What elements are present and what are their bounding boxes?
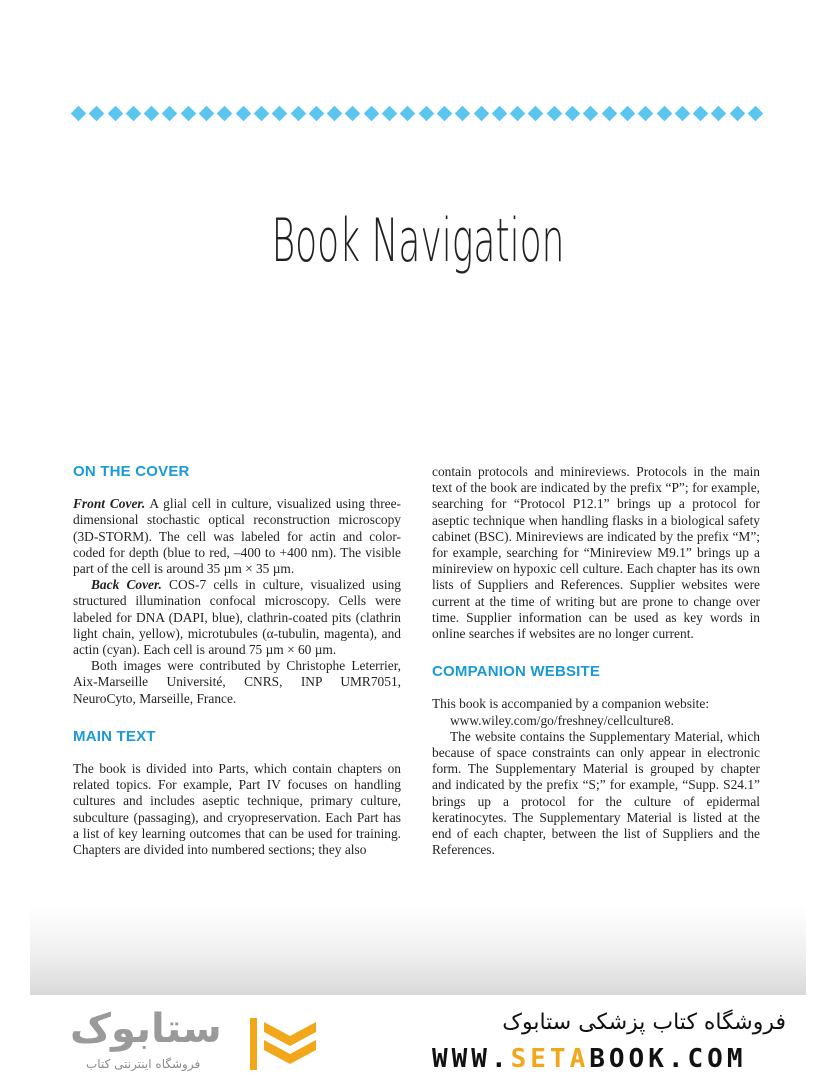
- diamond-ornament: [528, 106, 544, 122]
- diamond-ornament: [455, 106, 471, 122]
- companion-intro: This book is accompanied by a companion website:: [432, 696, 710, 712]
- front-cover-label: Front Cover.: [73, 496, 146, 512]
- diamond-ornament: [473, 106, 489, 122]
- main-text-paragraph: The book is divided into Parts, which contain chapters on related topics. For example, Part IV focuses on handling cultures and includes aseptic technique, primary culture, subculture (passaging), and cryopreservation. Each Part has a list of key learning outcomes that can be used for training. Chapters are divided into numbered sections; they also: [73, 761, 401, 858]
- url-accent: SETA: [510, 1044, 590, 1074]
- diamond-ornament: [162, 106, 178, 122]
- diamond-ornament: [107, 106, 123, 122]
- url-prefix: WWW.: [432, 1044, 511, 1074]
- url-suffix: BOOK.COM: [589, 1044, 747, 1074]
- diamond-ornament: [565, 106, 581, 122]
- chevron-logo-icon: [248, 1014, 326, 1074]
- diamond-ornament: [235, 106, 251, 122]
- diamond-ornament: [181, 106, 197, 122]
- back-cover-text: COS-7 cells in culture, visualized using structured illumination confocal microscopy. Cells were labeled for DNA (DAPI, blue), clathrin-coated pits (clathrin light chain, yellow), microtubules (α-tubulin, magenta), and actin (cyan). Each cell is around 75 µm × 60 µm.: [73, 577, 402, 658]
- diamond-ornament: [437, 106, 453, 122]
- store-name: فروشگاه کتاب پزشکی ستابوک: [502, 1010, 786, 1035]
- diamond-ornament: [126, 106, 142, 122]
- footer-shadow: [30, 905, 806, 995]
- diamond-ornament: [363, 106, 379, 122]
- diamond-ornament: [729, 106, 745, 122]
- diamond-ornament: [418, 106, 434, 122]
- diamond-ornament: [272, 106, 288, 122]
- diamond-ornament: [638, 106, 654, 122]
- diamond-ornament: [492, 106, 508, 122]
- diamond-ornament: [510, 106, 526, 122]
- diamond-ornament: [675, 106, 691, 122]
- diamond-ornament: [290, 106, 306, 122]
- section-gap: [73, 707, 401, 729]
- front-cover-paragraph: [73, 496, 401, 577]
- diamond-ornament: [601, 106, 617, 122]
- left-column: [73, 464, 401, 858]
- setabook-logo: ستابوک: [70, 1006, 222, 1052]
- diamond-ornament: [254, 106, 270, 122]
- diamond-ornament: [546, 106, 562, 122]
- main-text-continued: contain protocols and minireviews. Protocols in the main text of the book are indicated by the prefix “P”; for example, searching for “Protocol P12.1” brings up a protocol for aseptic technique when handling flasks in a biological safety cabinet (BSC). Minireviews are indicated by the prefix “M”; for example, searching for “Minireview M9.1” brings up a minireview on hypoxic cell culture. Each chapter has its own lists of Suppliers and References. Supplier websites were current at the time of writing but are prone to change over time. Supplier information can be used as key words in online searches if websites are no longer current.: [432, 464, 760, 642]
- diamond-ornament: [748, 106, 764, 122]
- diamond-ornament: [693, 106, 709, 122]
- diamond-ornament: [327, 106, 343, 122]
- diamond-ornament: [217, 106, 233, 122]
- diamond-ornament: [309, 106, 325, 122]
- back-cover-label: Back Cover.: [91, 577, 162, 593]
- diamond-ornament: [620, 106, 636, 122]
- back-cover-paragraph: [73, 577, 401, 658]
- diamond-ornament: [199, 106, 215, 122]
- page-title: Book Navigation: [271, 206, 565, 276]
- section-gap: [432, 642, 760, 664]
- credit-paragraph: Both images were contributed by Christophe Leterrier, Aix-Marseille Université, CNRS, INP UMR7051, NeuroCyto, Marseille, France.: [73, 658, 401, 706]
- diamond-ornament: [400, 106, 416, 122]
- diamond-ornament: [89, 106, 105, 122]
- companion-url[interactable]: www.wiley.com/go/freshney/cellculture8.: [450, 712, 674, 728]
- right-column: [432, 464, 760, 858]
- diamond-ornament: [382, 106, 398, 122]
- diamond-border: [73, 106, 761, 122]
- diamond-ornament: [345, 106, 361, 122]
- companion-paragraph: The website contains the Supplementary Material, which because of space constraints can only appear in electronic form. The Supplementary Material is grouped by chapter and indicated by the prefix “S;” for example, “Supp. S24.1” brings up a protocol for the culture of epidermal keratinocytes. The Supplementary Material is listed at the end of each chapter, between the list of Suppliers and the References.: [432, 728, 760, 858]
- diamond-ornament: [583, 106, 599, 122]
- diamond-ornament: [711, 106, 727, 122]
- site-url[interactable]: [432, 1044, 746, 1074]
- cover-heading: ON THE COVER: [73, 463, 190, 480]
- companion-heading: COMPANION WEBSITE: [432, 663, 601, 681]
- logo-tagline: فروشگاه اینترنتی کتاب: [86, 1057, 201, 1071]
- diamond-ornament: [71, 106, 87, 122]
- diamond-ornament: [656, 106, 672, 122]
- front-cover-text: A glial cell in culture, visualized using three-dimensional stochastic optical reconstruction microscopy (3D-STORM). The cell was labeled for actin and color-coded for depth (blue to red, –400 to +400 nm). The visible part of the cell is around 35 µm × 35 µm.: [73, 496, 401, 577]
- diamond-ornament: [144, 106, 160, 122]
- main-text-heading: MAIN TEXT: [73, 727, 156, 745]
